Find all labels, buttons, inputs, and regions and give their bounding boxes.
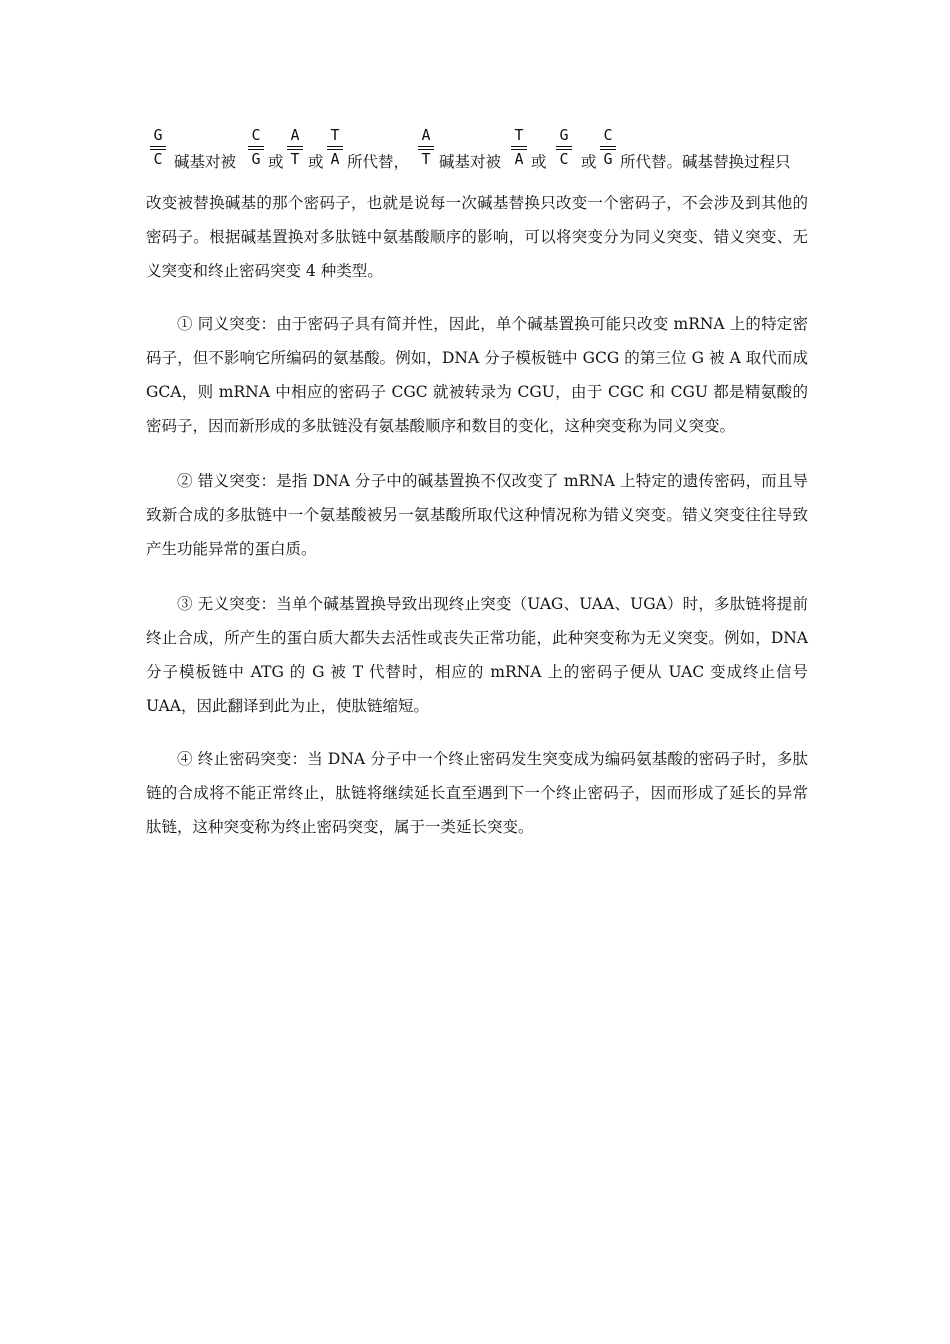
text-segment: 所代替，: [347, 153, 410, 171]
pair-bottom-base: G: [251, 150, 261, 168]
nonsense-mutation-paragraph: ③ 无义突变：当单个碱基置换导致出现终止突变（UAG、UAA、UGA）时，多肽链将提前终止合成，所产生的蛋白质大都失去活性或丧失正常功能，此种突变称为无义突变。例如，DNA 分子模板链中 ATG 的 G 被 T 代替时，相应的 mRNA 上的密码子便从 UAC 变成终止信号 UAA，因此翻译到此为止，使肽链缩短。: [146, 595, 808, 715]
pair-top-base: G: [559, 126, 569, 144]
pair-bottom-base: C: [153, 150, 163, 168]
pair-top-base: A: [421, 126, 431, 144]
text-segment: 碱基对被: [174, 153, 237, 171]
intro-paragraph: 改变被替换碱基的那个密码子，也就是说每一次碱基替换只改变一个密码子，不会涉及到其他的密码子。根据碱基置换对多肽链中氨基酸顺序的影响，可以将突变分为同义突变、错义突变、无义突变和终止密码突变 4 种类型。: [146, 194, 808, 280]
pair-bottom-base: T: [421, 150, 431, 168]
pair-top-base: G: [153, 126, 163, 144]
pair-top-base: A: [290, 126, 300, 144]
missense-mutation-paragraph: ② 错义突变：是指 DNA 分子中的碱基置换不仅改变了 mRNA 上特定的遗传密码，而且导致新合成的多肽链中一个氨基酸被另一氨基酸所取代这种情况称为错义突变。错义突变往往导致产生功能异常的蛋白质。: [146, 472, 808, 558]
pair-bottom-base: G: [603, 150, 613, 168]
pair-bottom-base: A: [330, 150, 340, 168]
pair-top-base: T: [330, 126, 340, 144]
text-segment: 或: [531, 153, 547, 171]
pair-top-base: C: [251, 126, 261, 144]
base-pair-substitution-line: [146, 124, 810, 172]
text-segment: 或: [581, 153, 597, 171]
pair-top-base: T: [514, 126, 524, 144]
text-segment: 或: [268, 153, 284, 171]
pair-bottom-base: T: [290, 150, 300, 168]
text-segment: 或: [308, 153, 324, 171]
text-segment: 碱基对被: [439, 153, 502, 171]
stop-codon-mutation-paragraph: ④ 终止密码突变：当 DNA 分子中一个终止密码发生突变成为编码氨基酸的密码子时，多肽链的合成将不能正常终止，肽链将继续延长直至遇到下一个终止密码子，因而形成了延长的异常肽链，这种突变称为终止密码突变，属于一类延长突变。: [146, 750, 808, 836]
pair-bottom-base: C: [559, 150, 569, 168]
pair-bottom-base: A: [514, 150, 524, 168]
synonymous-mutation-paragraph: ① 同义突变：由于密码子具有简并性，因此，单个碱基置换可能只改变 mRNA 上的特定密码子，但不影响它所编码的氨基酸。例如，DNA 分子模板链中 GCG 的第三位 G 被 A 取代而成 GCA，则 mRNA 中相应的密码子 CGC 就被转录为 CGU，由于 CGC 和 CGU 都是精氨酸的密码子，因而新形成的多肽链没有氨基酸顺序和数目的变化，这种突变称为同义突变。: [146, 315, 808, 435]
text-segment: 所代替。碱基替换过程只: [620, 153, 791, 171]
pair-top-base: C: [603, 126, 613, 144]
